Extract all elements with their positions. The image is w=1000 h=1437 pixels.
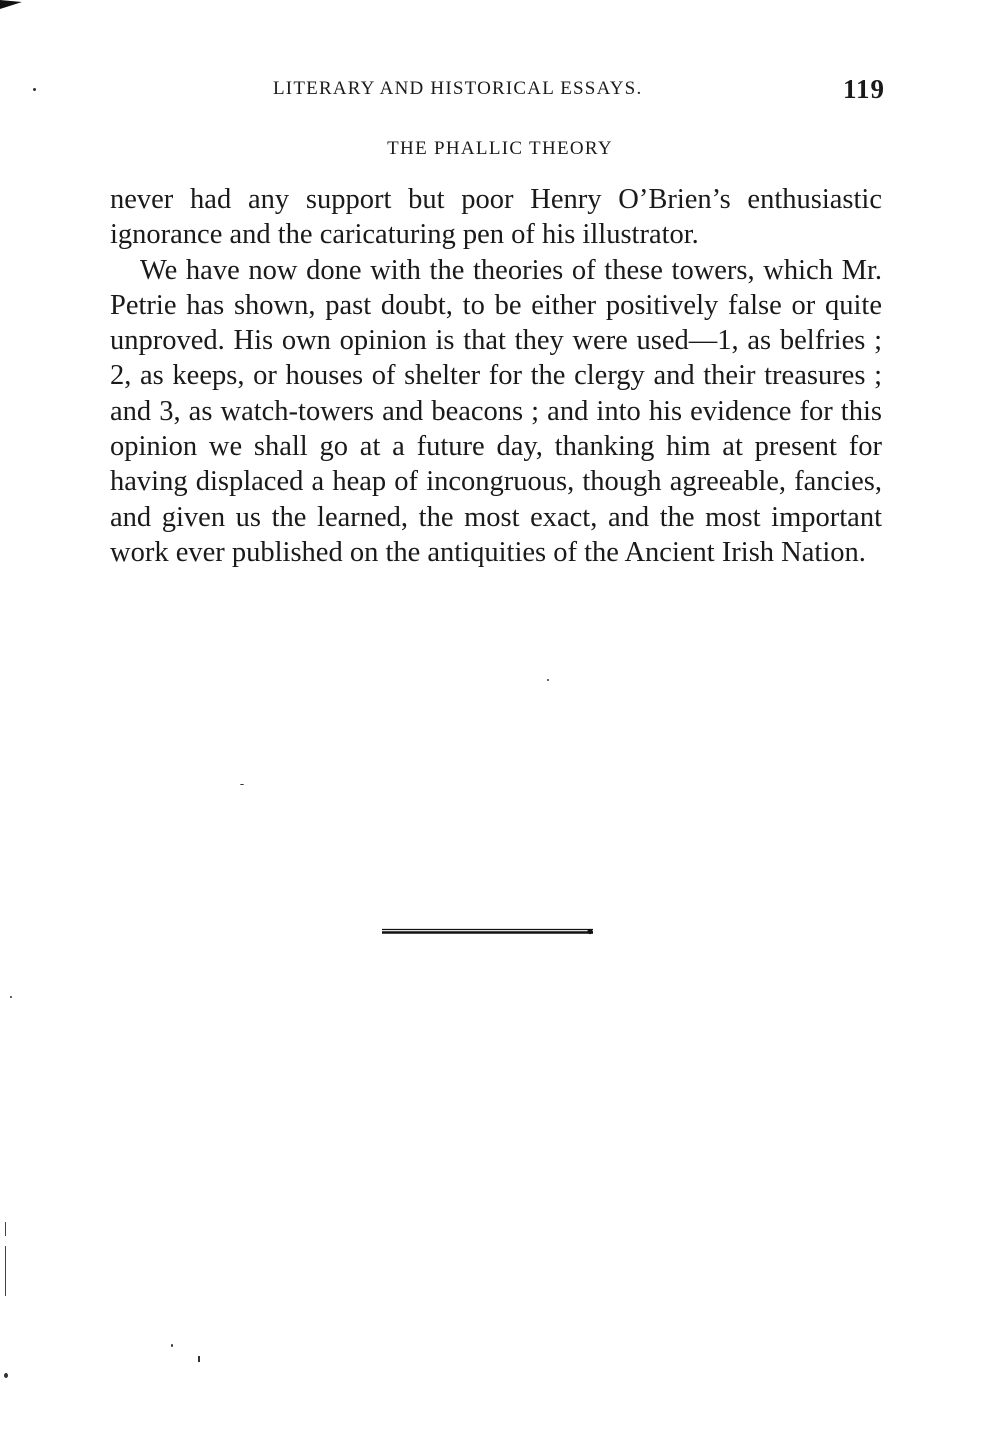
running-head (110, 76, 885, 106)
body-text (110, 182, 882, 570)
scan-speck (33, 88, 36, 91)
scan-speck (10, 996, 12, 998)
scan-speck (171, 1344, 173, 1347)
paragraph-main: We have now done with the theories of these towers, which Mr. Petrie has shown, past doubt, to be either positively false or quite unproved. His own opinion is that they were used—1, as belfries ; 2, as keeps, or houses of shelter for the clergy and their treasures ; and 3, as watch-towers and beacons ; and into his evidence for this opinion we shall go at a future day, thanking him at present for having displaced a heap of incongruous, though agreeable, fancies, and given us the learned, the most exact, and the most important work ever published on the antiquities of the Ancient Irish Nation. (110, 254, 882, 568)
scan-speck (4, 1373, 8, 1378)
scan-speck (240, 784, 244, 785)
scan-speck (547, 679, 549, 681)
scan-speck (198, 1356, 200, 1362)
corner-arrow-icon (0, 0, 22, 10)
paragraph-continuation: never had any support but poor Henry O’Brien’s enthusiastic ignorance and the caricaturing pen of his illustrator. (110, 184, 882, 251)
scan-edge-line (5, 1246, 6, 1296)
end-rule-ornament (381, 928, 594, 935)
page-number: 119 (842, 74, 885, 104)
section-title: THE PHALLIC THEORY (387, 138, 613, 159)
scan-edge-line (5, 1222, 6, 1236)
running-title: LITERARY AND HISTORICAL ESSAYS. (273, 78, 643, 99)
